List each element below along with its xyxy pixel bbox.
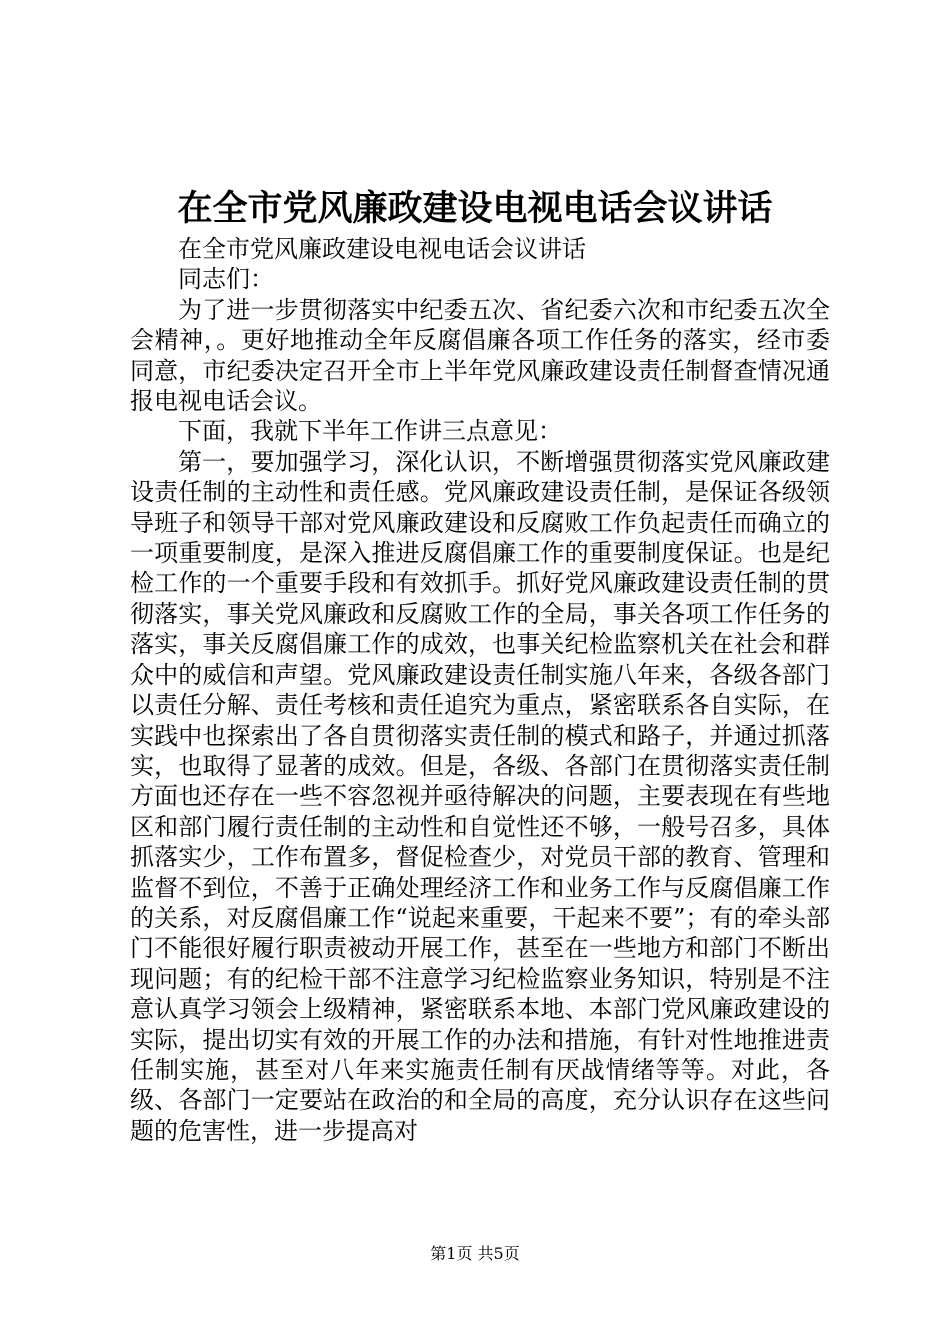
page-number-footer: 第1页 共5页 xyxy=(430,1244,520,1263)
document-title: 在全市党风廉政建设电视电话会议讲话 xyxy=(177,188,773,229)
body-paragraph: 下面，我就下半年工作讲三点意见： xyxy=(178,417,562,446)
subtitle-paragraph: 在全市党风廉政建设电视电话会议讲话 xyxy=(178,235,586,263)
body-paragraph: 第一，要加强学习，深化认识，不断增强贯彻落实党风廉政建设责任制的主动性和责任感。党风廉政建设责任制，是保证各级领导班子和领导干部对党风廉政建设和反腐败工作负起责任而确立的一项重要制度，是深入推进反腐倡廉工作的重要制度保证。也是纪检工作的一个重要手段和有效抓手。抓好党风廉政建设责任制的贯彻落实，事关党风廉政和反腐败工作的全局，事关各项工作任务的落实，事关反腐倡廉工作的成效，也事关纪检监察机关在社会和群众中的威信和声望。党风廉政建设责任制实施八年来，各级各部门以责任分解、责任考核和责任追究为重点，紧密联系各自实际，在实践中也探索出了各自贯彻落实责任制的模式和路子，并通过抓落实，也取得了显著的成效。但是，各级、各部门在贯彻落实责任制方面也还存在一些不容忽视并亟待解决的问题，主要表现在有些地区和部门履行责任制的主动性和自觉性还不够，一般号召多，具体抓落实少，工作布置多，督促检查少，对党员干部的教育、管理和监督不到位，不善于正确处理经济工作和业务工作与反腐倡廉工作的关系，对反腐倡廉工作“说起来重要，干起来不要”；有的牵头部门不能很好履行职责被动开展工作，甚至在一些地方和部门不断出现问题；有的纪检干部不注意学习纪检监察业务知识，特别是不注意认真学习领会上级精神，紧密联系本地、本部门党风廉政建设的实际，提出切实有效的开展工作的办法和措施，有针对性地推进责任制实施，甚至对八年来实施责任制有厌战情绪等等。对此，各级、各部门一定要站在政治的和全局的高度，充分认识存在这些问题的危害性，进一步提高对 xyxy=(130,447,830,1145)
body-paragraph: 为了进一步贯彻落实中纪委五次、省纪委六次和市纪委五次全会精神，。更好地推动全年反腐倡廉各项工作任务的落实，经市委同意，市纪委决定召开全市上半年党风廉政建设责任制督查情况通报电视电话会议。 xyxy=(130,295,830,416)
document-body xyxy=(130,234,830,1146)
salutation-paragraph: 同志们： xyxy=(178,265,274,294)
